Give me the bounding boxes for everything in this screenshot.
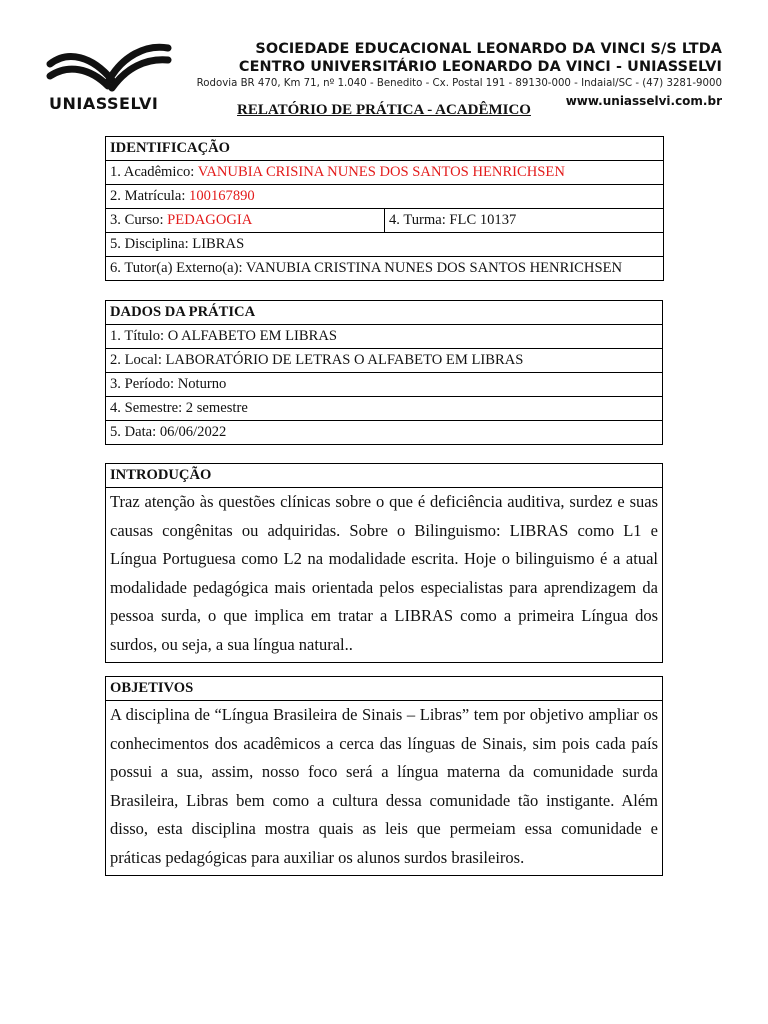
identificacao-table [105, 136, 664, 281]
objetivos-heading: OBJETIVOS [106, 677, 662, 701]
periodo-row: 3. Período: Noturno [106, 373, 663, 397]
tutor-row: 6. Tutor(a) Externo(a): VANUBIA CRISTINA NUNES DOS SANTOS HENRICHSEN [106, 257, 664, 281]
curso-value: PEDAGOGIA [167, 212, 253, 228]
dados-pratica-heading: DADOS DA PRÁTICA [106, 301, 663, 325]
matricula-row [106, 185, 664, 209]
semestre-row: 4. Semestre: 2 semestre [106, 397, 663, 421]
matricula-label: 2. Matrícula: [110, 188, 186, 204]
introducao-heading: INTRODUÇÃO [106, 464, 662, 488]
curso-label: 3. Curso: [110, 212, 164, 228]
introducao-section [105, 463, 663, 663]
academico-row [106, 161, 664, 185]
objetivos-text: A disciplina de “Língua Brasileira de Sinais – Libras” tem por objetivo ampliar os conhecimentos dos acadêmicos a cerca das línguas de Sinais, sim pois cada país possui a sua, assim, nosso foco será a língua materna da comunidade surda Brasileira, Libras bem como a cultura dessa comunidade tão instigante. Além disso, esta disciplina mostra quais as leis que permeiam essa comunidade e práticas pedagógicas para auxiliar os alunos surdos brasileiros. [110, 705, 658, 867]
local-row: 2. Local: LABORATÓRIO DE LETRAS O ALFABETO EM LIBRAS [106, 349, 663, 373]
institution-address: Rodovia BR 470, Km 71, nº 1.040 - Benedito - Cx. Postal 191 - 89130-000 - Indaial/SC - (47) 3281-9000 [196, 78, 722, 89]
objetivos-section [105, 676, 663, 876]
matricula-value: 100167890 [189, 188, 255, 204]
titulo-row: 1. Título: O ALFABETO EM LIBRAS [106, 325, 663, 349]
curso-cell [106, 209, 385, 233]
report-title: RELATÓRIO DE PRÁTICA - ACADÊMICO [237, 102, 531, 118]
identificacao-heading: IDENTIFICAÇÃO [106, 137, 664, 161]
institution-website: www.uniasselvi.com.br [565, 94, 722, 108]
introducao-text: Traz atenção às questões clínicas sobre o que é deficiência auditiva, surdez e suas causas congênitas ou adquiridas. Sobre o Bilinguismo: LIBRAS como L1 e Língua Portuguesa como L2 na modalidade escrita. Hoje o bilinguismo é a atual modalidade pedagógica mais orientada pelos especialistas para aprendizagem da pessoa surda, o que implica em tratar a LIBRAS como a primeira Língua dos surdos, ou seja, a sua língua natural.. [110, 492, 658, 654]
logo-wave-icon [46, 42, 172, 92]
turma-cell: 4. Turma: FLC 10137 [385, 209, 664, 233]
academico-value: VANUBIA CRISINA NUNES DOS SANTOS HENRICHSEN [197, 164, 565, 180]
disciplina-row: 5. Disciplina: LIBRAS [106, 233, 664, 257]
dados-pratica-table [105, 300, 663, 445]
academico-label: 1. Acadêmico: [110, 164, 195, 180]
university-name: CENTRO UNIVERSITÁRIO LEONARDO DA VINCI - UNIASSELVI [238, 59, 722, 75]
institution-header [197, 40, 722, 109]
logo-text: UNIASSELVI [49, 94, 159, 113]
institution-name: SOCIEDADE EDUCACIONAL LEONARDO DA VINCI S/S LTDA [255, 41, 722, 57]
data-row: 5. Data: 06/06/2022 [106, 421, 663, 445]
